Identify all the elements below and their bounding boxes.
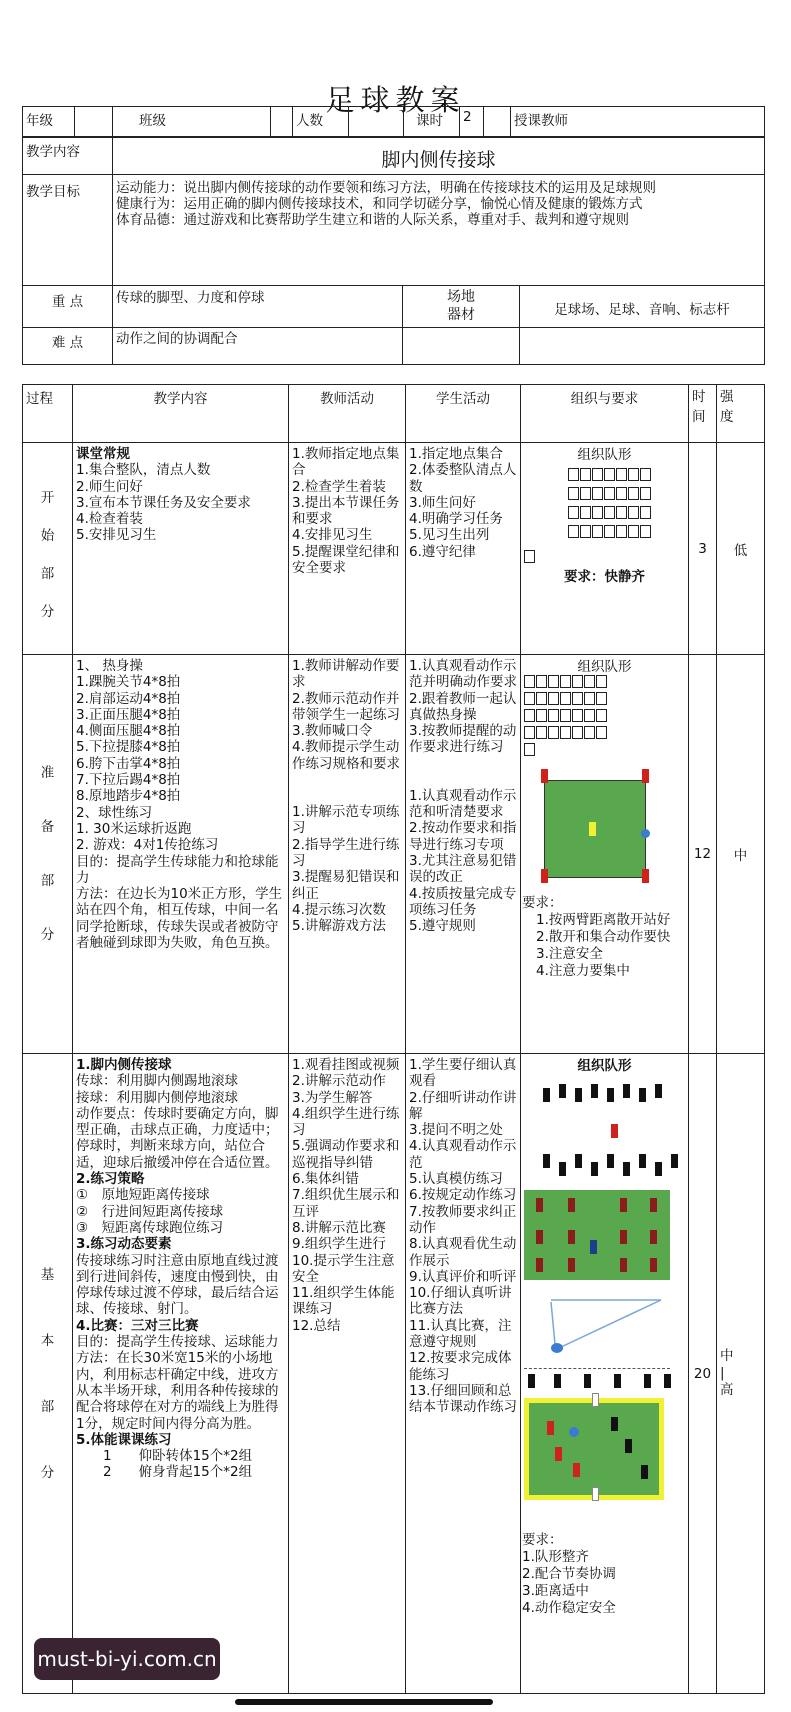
goal-item: 健康行为：运用正确的脚内侧传接球技术，和同学切磋分享，愉悦心情及健康的锻炼方式: [116, 196, 643, 212]
student-square-icon: [524, 709, 535, 722]
player-icon: [655, 1084, 662, 1098]
student-square-icon: [604, 525, 615, 538]
student-square-icon: [596, 675, 607, 688]
student-cell: 1.指定地点集合 2.体委整队清点人数 3.师生问好 4.明确学习任务 5.见习生出列 6.遵守纪律: [406, 443, 521, 655]
game-field: [524, 1398, 664, 1500]
player-icon: [590, 1240, 597, 1254]
student-square-icon: [580, 487, 591, 500]
player-icon: [591, 1162, 598, 1176]
player-icon: [568, 1198, 575, 1212]
student-square-icon: [568, 487, 579, 500]
player-icon: [642, 769, 649, 783]
student-square-icon: [604, 487, 615, 500]
player-icon: [650, 1258, 657, 1272]
player-icon: [528, 1374, 535, 1388]
count-value: [349, 107, 404, 137]
student-square-icon: [592, 487, 603, 500]
header-table: [22, 106, 765, 137]
student-square-icon: [572, 692, 583, 705]
period-value: 2: [460, 107, 484, 137]
org-requirement: 要求：快静齐: [564, 568, 645, 585]
info-table: [22, 137, 765, 365]
student-square-icon: [536, 692, 547, 705]
player-icon: [541, 769, 548, 783]
difficulty-label: 难 点: [23, 328, 113, 365]
student-square-icon: [628, 487, 639, 500]
player-icon: [639, 1154, 646, 1168]
col-org: 组织与要求: [521, 385, 689, 443]
content-cell: 课堂常规 1.集合整队，清点人数 2.师生问好 3.宣布本节课任务及安全要求 4.检查着装 5.安排见习生: [73, 443, 289, 655]
section-prepare: [23, 655, 765, 1054]
intensity-cell: 中: [717, 655, 765, 1054]
content-label: 教学内容: [23, 138, 113, 175]
org-requirements: 要求： 1.队形整齐 2.配合节奏协调 3.距离适中 4.动作稳定安全: [522, 1532, 616, 1616]
player-icon: [547, 1421, 554, 1435]
player-icon: [611, 1417, 618, 1431]
student-square-icon: [560, 726, 571, 739]
student-square-icon: [536, 675, 547, 688]
student-square-icon: [616, 506, 627, 519]
org-cell: [521, 655, 689, 1054]
student-square-icon: [616, 487, 627, 500]
player-icon: [584, 1374, 591, 1388]
goal-label: 教学目标: [23, 175, 113, 286]
student-square-icon: [584, 726, 595, 739]
section-name: 基 本 部 分: [23, 1054, 73, 1694]
count-label: 人数: [293, 107, 349, 137]
student-square-icon: [616, 468, 627, 481]
student-square-icon: [572, 709, 583, 722]
student-square-icon: [628, 525, 639, 538]
teacher-cell: 1.教师指定地点集合 2.检查学生着装 3.提出本节课任务和要求 4.安排见习生 5.提醒课堂纪律和安全要求: [289, 443, 406, 655]
student-square-icon: [584, 709, 595, 722]
passing-square-diagram: [541, 769, 677, 883]
student-square-icon: [640, 525, 651, 538]
org-title: 组织队形: [577, 659, 632, 675]
player-icon: [650, 1230, 657, 1244]
grade-label: 年级: [23, 107, 75, 137]
goal-list: [113, 175, 765, 286]
student-square-icon: [592, 468, 603, 481]
class-value: [271, 107, 293, 137]
student-square-icon: [596, 692, 607, 705]
section-start: [23, 443, 765, 655]
section-name: 开 始 部 分: [23, 443, 73, 655]
difficulty-value: 动作之间的协调配合: [113, 328, 403, 365]
player-icon: [639, 1088, 646, 1102]
class-label: 班级: [113, 107, 271, 137]
col-content: 教学内容: [73, 385, 289, 443]
teacher-icon: [611, 1124, 618, 1138]
intensity-cell: 中 | 高: [717, 1054, 765, 1694]
student-square-icon: [640, 506, 651, 519]
content-value: 脚内侧传接球: [113, 138, 765, 175]
time-cell: 20: [689, 1054, 717, 1694]
player-icon: [620, 1230, 627, 1244]
player-icon: [575, 1154, 582, 1168]
formation-row-2: [543, 1154, 683, 1184]
student-square-icon: [568, 525, 579, 538]
venue-label: 场地 器材: [403, 286, 520, 328]
student-cell: 1.学生要仔细认真观看 2.仔细听讲动作讲解 3.提问不明之处 4.认真观看动作示范 5.认真模仿练习 6.按规定动作练习 7.按教师要求纠正动作 8.认真观看优生动作展示 9.认真评价和听评 10.仔细认真听讲比赛方法 11.认真比赛，注意遵守规则 12.按要求完成体能练习 13.仔细回顾和总结本节课动作练习: [406, 1054, 521, 1694]
player-icon: [644, 1374, 651, 1388]
formation-row-1: [543, 1084, 673, 1104]
player-icon: [536, 1198, 543, 1212]
goal-item: 运动能力：说出脚内侧传接球的动作要领和练习方法，明确在传接球技术的运用及足球规则: [116, 180, 656, 196]
student-square-icon: [604, 468, 615, 481]
goal-item: 体育品德：通过游戏和比赛帮助学生建立和谐的人际关系，尊重对手、裁判和遵守规则: [116, 212, 629, 228]
student-square-icon: [536, 726, 547, 739]
player-icon: [664, 1374, 671, 1388]
student-square-icon: [548, 692, 559, 705]
formation-grid: [568, 465, 685, 541]
player-icon: [623, 1084, 630, 1098]
col-time: 时 间: [689, 385, 717, 443]
section-basic: [23, 1054, 765, 1694]
student-square-icon: [568, 468, 579, 481]
player-icon: [655, 1162, 662, 1176]
passing-triangle-diagram: [541, 1288, 671, 1358]
player-icon: [620, 1198, 627, 1212]
student-square-icon: [640, 487, 651, 500]
student-square-icon: [524, 550, 535, 563]
key-value: 传球的脚型、力度和停球: [113, 286, 403, 328]
student-square-icon: [568, 506, 579, 519]
watermark: must-bi-yi.com.cn: [34, 1638, 220, 1680]
student-square-icon: [524, 675, 535, 688]
content-cell: 1.脚内侧传接球 传球：利用脚内侧踢地滚球 接球：利用脚内侧停地滚球 动作要点：传球时要确定方向，脚型正确，击球点正确，力度适中；停球时，判断来球方向，站位合适，迎球后撤缓冲停在合适位置。 2.练习策略 ① 原地短距离传接球 ② 行进间短距离传接球 ③ 短距离传球跑位练习 3.练习动态要素 传接球练习时注意由原地直线过渡到行进间斜传，速度由慢到快，由停球传球过渡不停球，最后结合运球、传接球、射门。 4.比赛：三对三比赛 目的：提高学生传接球、运球能力 方法：在长30米宽15米的小场地内，利用标志杆确定中线，进攻方从本半场开球，利用各种传接球的配合将球停在对方的端线上为胜得1分，规定时间内得分高为胜。 5.体能课课练习 1 仰卧转体15个*2组 2 俯身背起15个*2组: [73, 1054, 289, 1694]
content-cell: 1、 热身操 1.踝腕关节4*8拍 2.肩部运动4*8拍 3.正面压腿4*8拍 4.侧面压腿4*8拍 5.下拉提膝4*8拍 6.胯下击掌4*8拍 7.下拉后踢4*8拍 8.原地踏步4*8拍 2、球性练习 1. 30米运球折返跑 2. 游戏：4对1传抢练习 目的：提高学生传球能力和抢球能力 方法：在边长为10米正方形，学生站在四个角，相互传球，中间一名同学抢断球，传球失误或者被防守者触碰到球即为失败，角色互换。: [73, 655, 289, 1054]
player-icon: [620, 1258, 627, 1272]
player-icon: [555, 1447, 562, 1461]
teacher-cell: 1.观看挂图或视频 2.讲解示范动作 3.为学生解答 4.组织学生进行练习 5.强调动作要求和巡视指导纠错 6.集体纠错 7.组织优生展示和互评 8.讲解示范比赛 9.组织学生进行 10.提示学生注意安全 11.组织学生体能课练习 12.总结: [289, 1054, 406, 1694]
process-table: [22, 384, 765, 1694]
student-square-icon: [596, 709, 607, 722]
defender-icon: [589, 822, 596, 836]
time-cell: 12: [689, 655, 717, 1054]
student-square-icon: [640, 468, 651, 481]
org-requirements: 要求： 1.按两臂距离散开站好 2.散开和集合动作要快 3.注意安全 4.注意力要集中: [522, 895, 671, 979]
player-icon: [575, 1088, 582, 1102]
player-icon: [559, 1162, 566, 1176]
player-icon: [536, 1258, 543, 1272]
col-teacher: 教师活动: [289, 385, 406, 443]
player-icon: [536, 1230, 543, 1244]
player-icon: [559, 1084, 566, 1098]
venue-value: 足球场、足球、音响、标志杆: [520, 286, 765, 328]
student-square-icon: [524, 726, 535, 739]
student-square-icon: [592, 506, 603, 519]
student-square-icon: [584, 692, 595, 705]
student-square-icon: [524, 743, 535, 756]
col-student: 学生活动: [406, 385, 521, 443]
org-cell: [521, 1054, 689, 1694]
student-square-icon: [560, 709, 571, 722]
player-icon: [591, 1084, 598, 1098]
player-icon: [543, 1088, 550, 1102]
teacher-label: 授课教师: [511, 107, 765, 137]
col-process: 过程: [23, 385, 73, 443]
player-icon: [623, 1162, 630, 1176]
player-icon: [607, 1154, 614, 1168]
player-icon: [641, 1465, 648, 1479]
student-square-icon: [580, 468, 591, 481]
player-icon: [642, 869, 649, 883]
player-icon: [568, 1258, 575, 1272]
student-square-icon: [596, 726, 607, 739]
student-square-icon: [536, 709, 547, 722]
student-square-icon: [560, 692, 571, 705]
student-square-icon: [548, 726, 559, 739]
student-square-icon: [584, 675, 595, 688]
ball-icon: [641, 829, 650, 838]
period-label: 课时: [404, 107, 460, 137]
player-icon: [541, 869, 548, 883]
player-icon: [573, 1463, 580, 1477]
key-label: 重 点: [23, 286, 113, 328]
org-title: 组织队形: [577, 1058, 632, 1074]
student-square-icon: [548, 709, 559, 722]
player-icon: [650, 1198, 657, 1212]
player-icon: [625, 1439, 632, 1453]
dribble-line-diagram: [524, 1364, 674, 1390]
formation-grid: [524, 673, 608, 758]
student-square-icon: [572, 675, 583, 688]
student-square-icon: [580, 525, 591, 538]
col-intensity: 强 度: [717, 385, 765, 443]
grade-value: [75, 107, 113, 137]
student-square-icon: [524, 692, 535, 705]
org-cell: [521, 443, 689, 655]
student-square-icon: [580, 506, 591, 519]
student-cell: 1.认真观看动作示范并明确动作要求 2.跟着教师一起认真做热身操 3.按教师提醒的动作要求进行练习 1.认真观看动作示范和听清楚要求 2.按动作要求和指导进行练习专项 3.尤其注意易犯错误的改正 4.按质按量完成专项练习任务 5.遵守规则: [406, 655, 521, 1054]
drill-field: [524, 1190, 670, 1280]
home-indicator[interactable]: [235, 1699, 493, 1705]
student-square-icon: [592, 525, 603, 538]
player-icon: [671, 1154, 678, 1168]
student-square-icon: [616, 525, 627, 538]
intensity-cell: 低: [717, 443, 765, 655]
time-cell: 3: [689, 443, 717, 655]
org-title: 组织队形: [577, 447, 632, 463]
player-icon: [607, 1088, 614, 1102]
student-square-icon: [628, 468, 639, 481]
player-icon: [568, 1230, 575, 1244]
teacher-cell: 1.教师讲解动作要求 2.教师示范动作并带领学生一起练习 3.教师喊口令 4.教师提示学生动作练习规格和要求 1.讲解示范专项练习 2.指导学生进行练习 3.提醒易犯错误和纠正 4.提示练习次数 5.讲解游戏方法: [289, 655, 406, 1054]
player-icon: [614, 1374, 621, 1388]
section-name: 准 备 部 分: [23, 655, 73, 1054]
player-icon: [554, 1374, 561, 1388]
student-square-icon: [604, 506, 615, 519]
student-square-icon: [560, 675, 571, 688]
page-title: 足球教案: [325, 83, 466, 117]
student-square-icon: [548, 675, 559, 688]
student-square-icon: [572, 726, 583, 739]
player-icon: [543, 1154, 550, 1168]
student-square-icon: [628, 506, 639, 519]
